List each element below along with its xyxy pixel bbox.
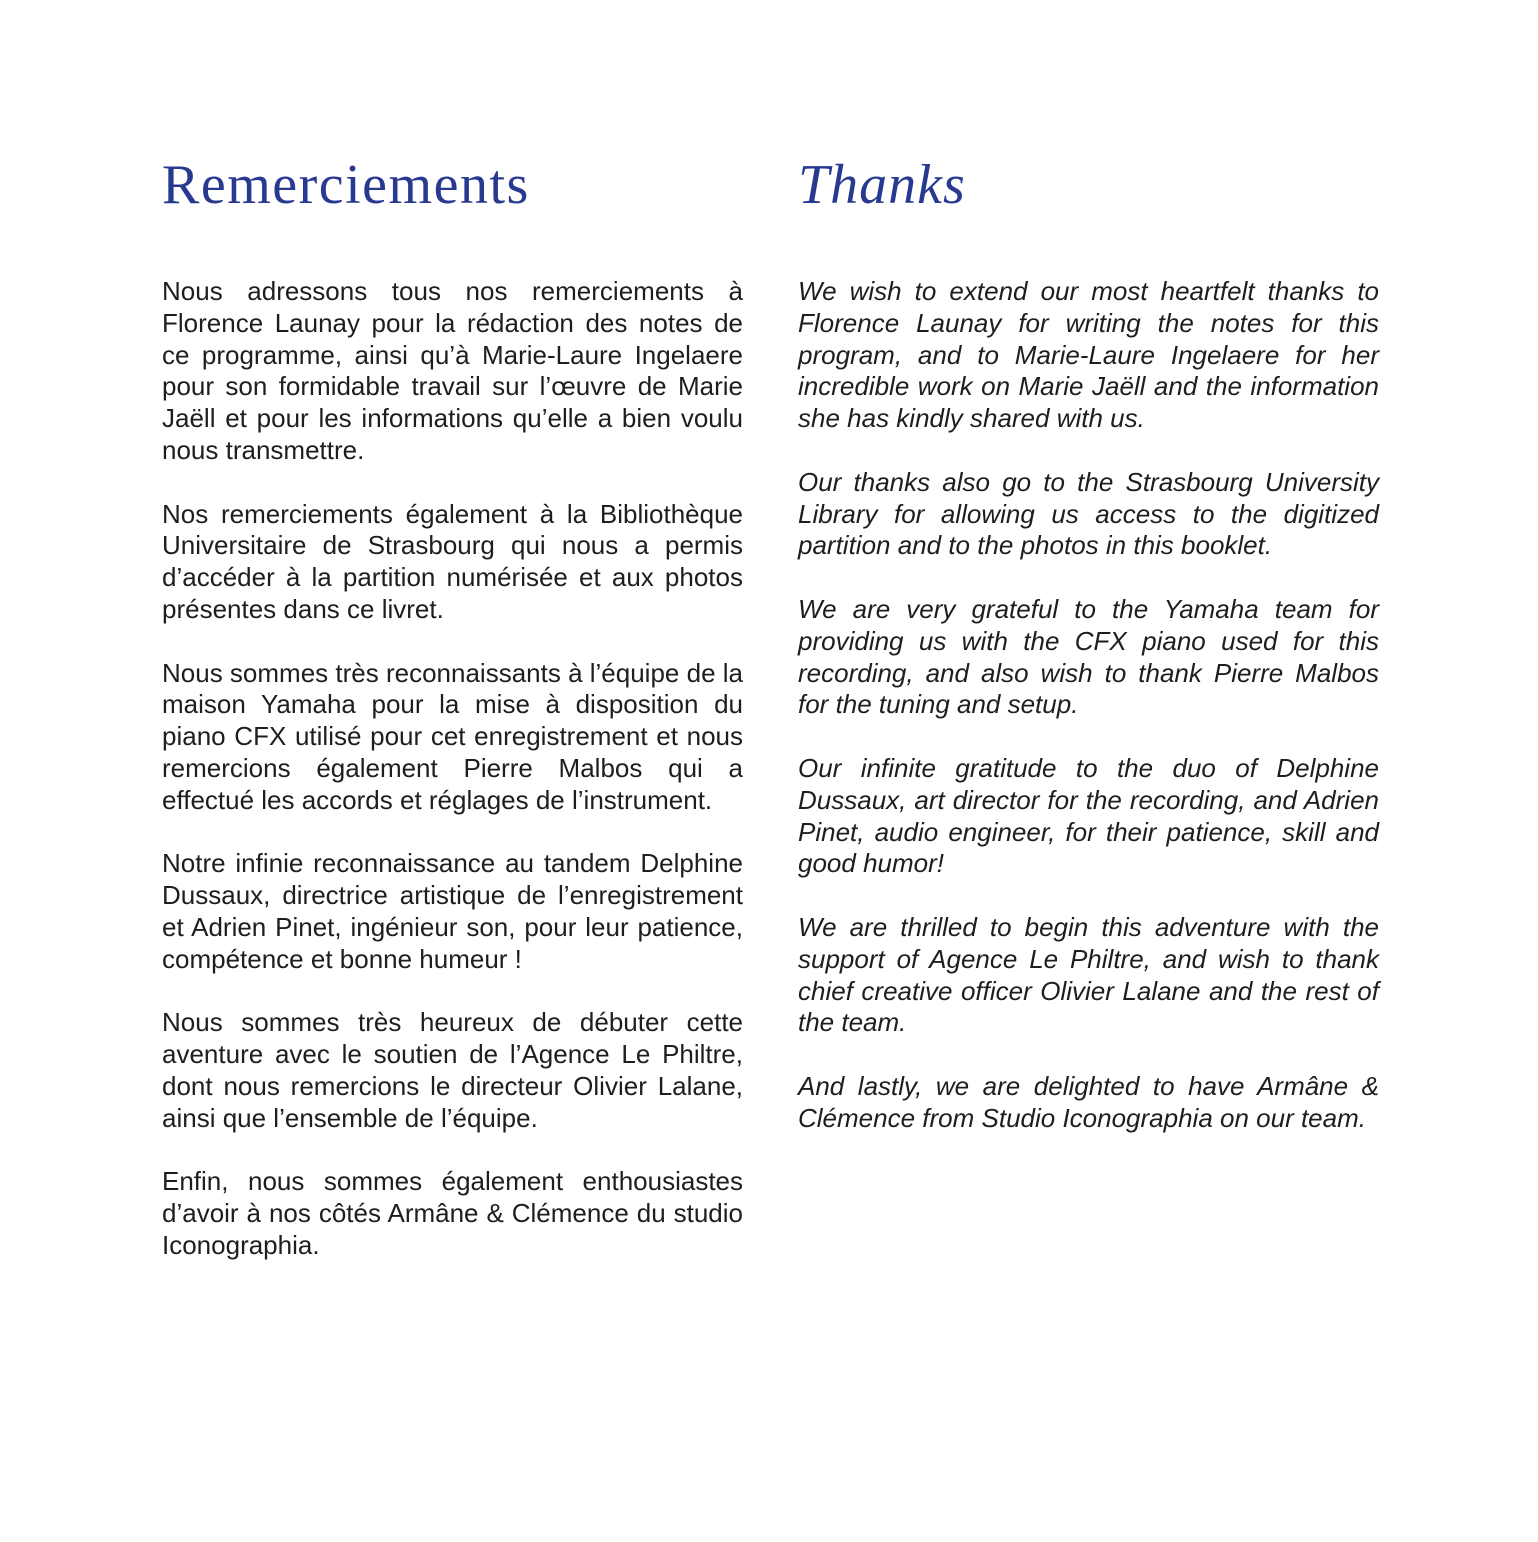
- french-title: Remerciements: [162, 154, 530, 216]
- english-title: Thanks: [798, 154, 966, 216]
- french-paragraph-translator-thanks: Nous adressons tous nos remerciements à Florence Launay pour la rédaction des notes de ce programme, ainsi qu’à Marie-Laure Ingelaere pour son formidable travail sur l’œuvre de Marie Jaëll et pour les informations qu’elle a bien voulu nous transmettre.: [162, 276, 743, 465]
- french-paragraph-yamaha-thanks: Nous sommes très reconnaissants à l’équipe de la maison Yamaha pour la mise à disposition du piano CFX utilisé pour cet enregistrement et nous remercions également Pierre Malbos qui a effectué les accords et réglages de l’instrument.: [162, 657, 743, 815]
- english-paragraph-recording-team-thanks: Our infinite gratitude to the duo of Delphine Dussaux, art director for the recording, and Adrien Pinet, audio engineer, for their patience, skill and good humor!: [798, 752, 1379, 879]
- english-paragraph-translator-thanks: We wish to extend our most heartfelt thanks to Florence Launay for writing the notes for this program, and to Marie-Laure Ingelaere for her incredible work on Marie Jaëll and the information she has kindly shared with us.: [798, 276, 1379, 434]
- french-column: [162, 150, 743, 1294]
- english-paragraph-library-thanks: Our thanks also go to the Strasbourg University Library for allowing us access to the digitized partition and to the photos in this booklet.: [798, 466, 1379, 561]
- english-paragraph-agency-thanks: We are thrilled to begin this adventure with the support of Agence Le Philtre, and wish to thank chief creative officer Olivier Lalane and the rest of the team.: [798, 911, 1379, 1038]
- french-paragraph-studio-thanks: Enfin, nous sommes également enthousiastes d’avoir à nos côtés Armâne & Clémence du studio Iconographia.: [162, 1166, 743, 1260]
- english-body: [798, 276, 1379, 1135]
- english-paragraph-studio-thanks: And lastly, we are delighted to have Armâne & Clémence from Studio Iconographia on our team.: [798, 1070, 1379, 1133]
- french-paragraph-library-thanks: Nos remerciements également à la Bibliothèque Universitaire de Strasbourg qui nous a permis d’accéder à la partition numérisée et aux photos présentes dans ce livret.: [162, 498, 743, 624]
- english-paragraph-yamaha-thanks: We are very grateful to the Yamaha team for providing us with the CFX piano used for this recording, and also wish to thank Pierre Malbos for the tuning and setup.: [798, 593, 1379, 720]
- french-body: [162, 276, 743, 1262]
- french-paragraph-recording-team-thanks: Notre infinie reconnaissance au tandem Delphine Dussaux, directrice artistique de l’enregistrement et Adrien Pinet, ingénieur son, pour leur patience, compétence et bonne humeur !: [162, 848, 743, 974]
- french-paragraph-agency-thanks: Nous sommes très heureux de débuter cette aventure avec le soutien de l’Agence Le Philtre, dont nous remercions le directeur Olivier Lalane, ainsi que l’ensemble de l’équipe.: [162, 1007, 743, 1133]
- english-column: [798, 150, 1379, 1166]
